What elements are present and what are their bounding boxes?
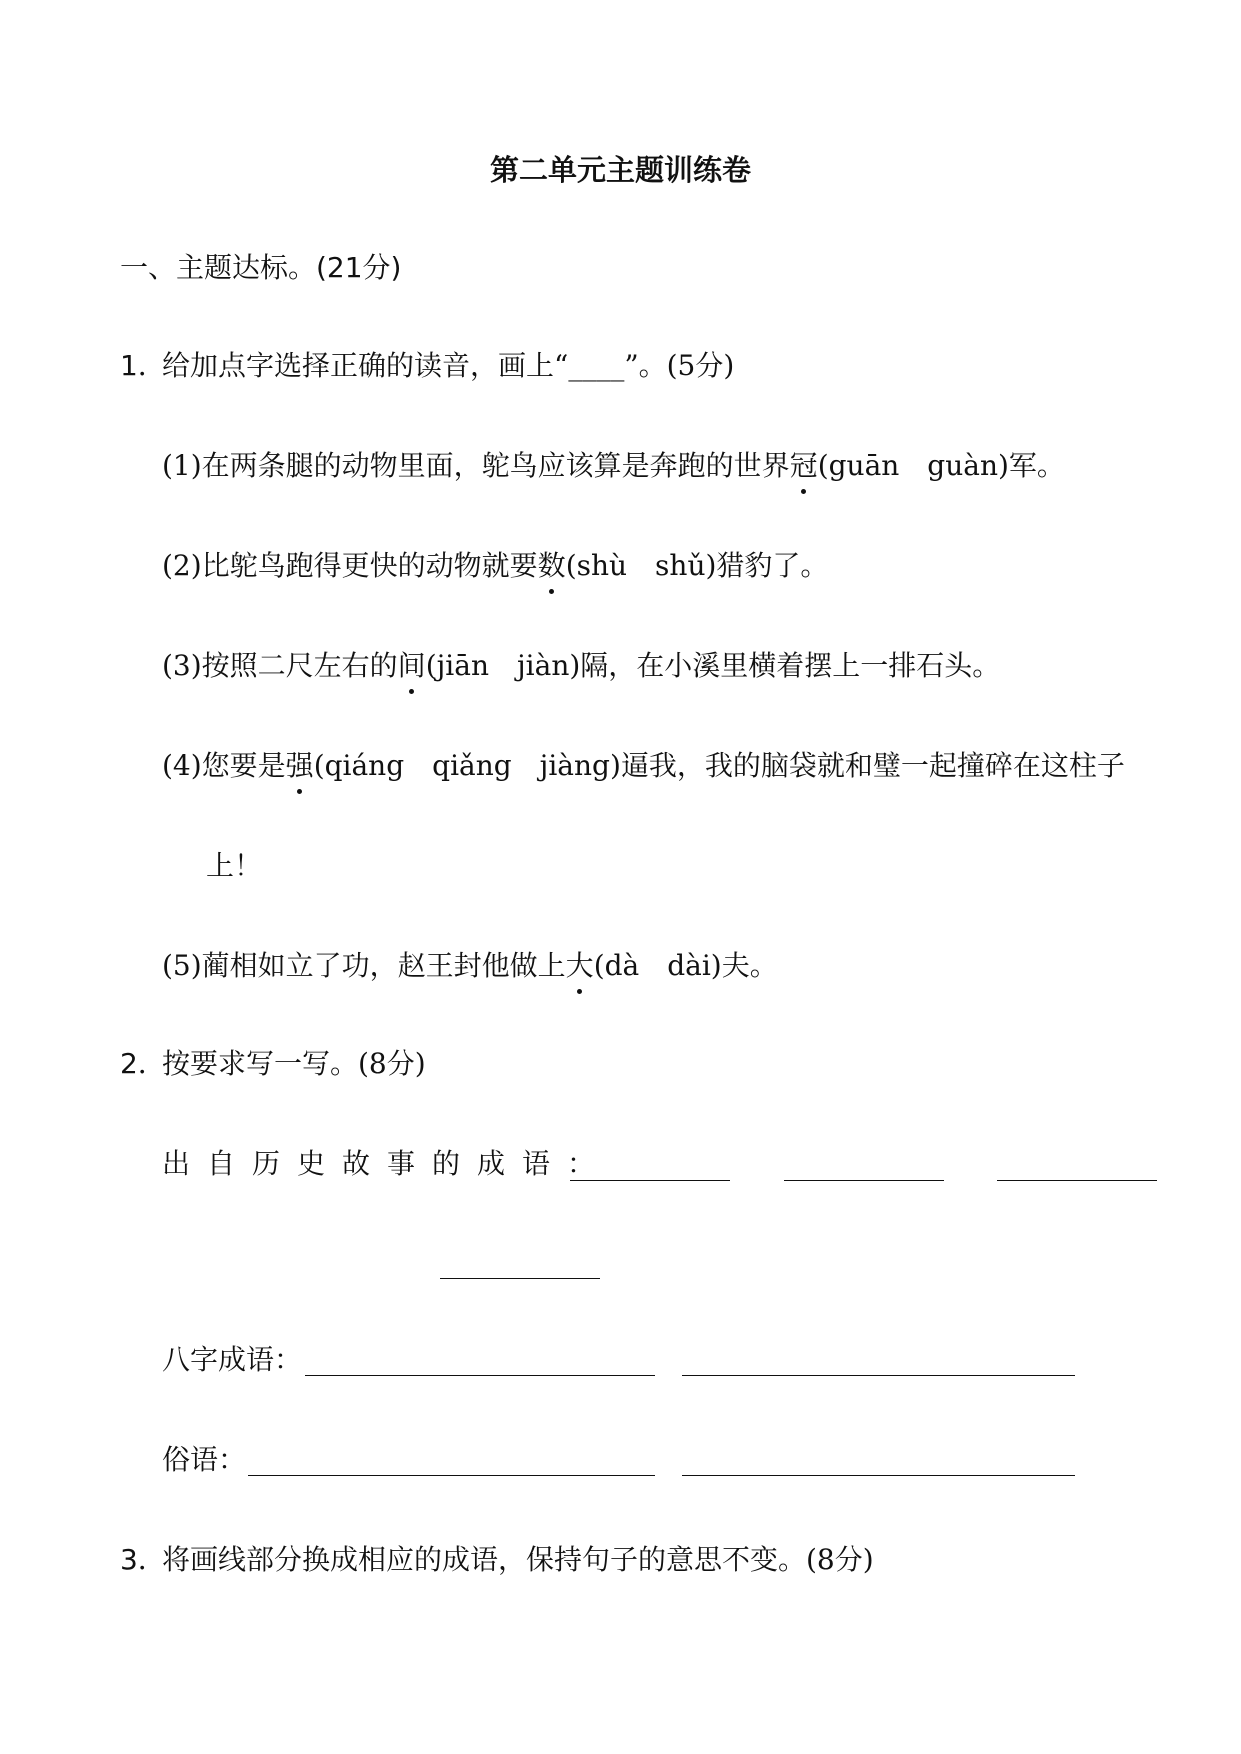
idiom-label: 出自历史故事的成语： xyxy=(162,1147,613,1180)
question-text: 将画线部分换成相应的成语，保持句子的意思不变。(8分) xyxy=(162,1543,874,1576)
item-text: 隔，在小溪里横着摆上一排石头。 xyxy=(580,649,1001,682)
item-text: 逼我，我的脑袋就和璧一起撞碎在这柱子 xyxy=(620,749,1125,782)
option-a[interactable]: (dà xyxy=(593,949,640,982)
item-text: (5)蔺相如立了功，赵王封他做上 xyxy=(162,949,566,982)
q1-item-1 xyxy=(162,446,1065,486)
item-text: (3)按照二尺左右的 xyxy=(162,649,398,682)
option-c[interactable]: jiàng) xyxy=(539,749,621,782)
option-a[interactable]: (qiáng xyxy=(313,749,405,782)
question-text: 按要求写一写。(8分) xyxy=(162,1047,426,1080)
idiom-blank-2[interactable] xyxy=(784,1150,944,1181)
option-a[interactable]: (jiān xyxy=(425,649,489,682)
eight-char-blank-2[interactable] xyxy=(682,1345,1075,1376)
dotted-char: 冠 xyxy=(790,446,818,486)
option-b[interactable]: shǔ) xyxy=(655,549,717,582)
item-text: (4)您要是 xyxy=(162,749,286,782)
q1-item-5 xyxy=(162,946,778,986)
option-a[interactable]: (guān xyxy=(817,449,900,482)
question-1 xyxy=(120,346,734,386)
question-3 xyxy=(120,1540,874,1580)
proverb-label: 俗语： xyxy=(162,1443,247,1476)
dotted-char: 大 xyxy=(566,946,594,986)
idiom-blank-3[interactable] xyxy=(997,1150,1157,1181)
item-text: 猎豹了。 xyxy=(716,549,829,582)
q1-item-3 xyxy=(162,646,1000,686)
dotted-char: 间 xyxy=(398,646,426,686)
question-number: 3． xyxy=(120,1543,166,1576)
item-text: (1)在两条腿的动物里面，鸵鸟应该算是奔跑的世界 xyxy=(162,449,790,482)
item-text: (2)比鸵鸟跑得更快的动物就要 xyxy=(162,549,538,582)
q1-item-4-continued: 上！ xyxy=(206,849,263,882)
option-a[interactable]: (shù xyxy=(565,549,628,582)
question-text: 给加点字选择正确的读音，画上“____”。(5分) xyxy=(162,349,735,382)
page-title: 第二单元主题训练卷 xyxy=(489,153,751,187)
option-b[interactable]: jiàn) xyxy=(516,649,581,682)
item-text: 军。 xyxy=(1008,449,1065,482)
option-b[interactable]: guàn) xyxy=(927,449,1009,482)
q1-item-4 xyxy=(162,746,1125,786)
question-number: 1． xyxy=(120,349,166,382)
dotted-char: 强 xyxy=(286,746,314,786)
proverb-blank-1[interactable] xyxy=(248,1445,655,1476)
section-heading: 一、主题达标。(21分) xyxy=(120,251,402,284)
item-text: 夫。 xyxy=(721,949,778,982)
q1-item-2 xyxy=(162,546,828,586)
eight-char-blank-1[interactable] xyxy=(305,1345,655,1376)
idiom-blank-1[interactable] xyxy=(570,1150,730,1181)
question-2 xyxy=(120,1044,426,1084)
dotted-char: 数 xyxy=(538,546,566,586)
option-b[interactable]: dài) xyxy=(667,949,722,982)
question-number: 2． xyxy=(120,1047,166,1080)
option-b[interactable]: qiǎng xyxy=(432,749,512,782)
eight-char-idiom-label: 八字成语： xyxy=(162,1343,303,1376)
idiom-blank-4[interactable] xyxy=(440,1248,600,1279)
proverb-blank-2[interactable] xyxy=(682,1445,1075,1476)
